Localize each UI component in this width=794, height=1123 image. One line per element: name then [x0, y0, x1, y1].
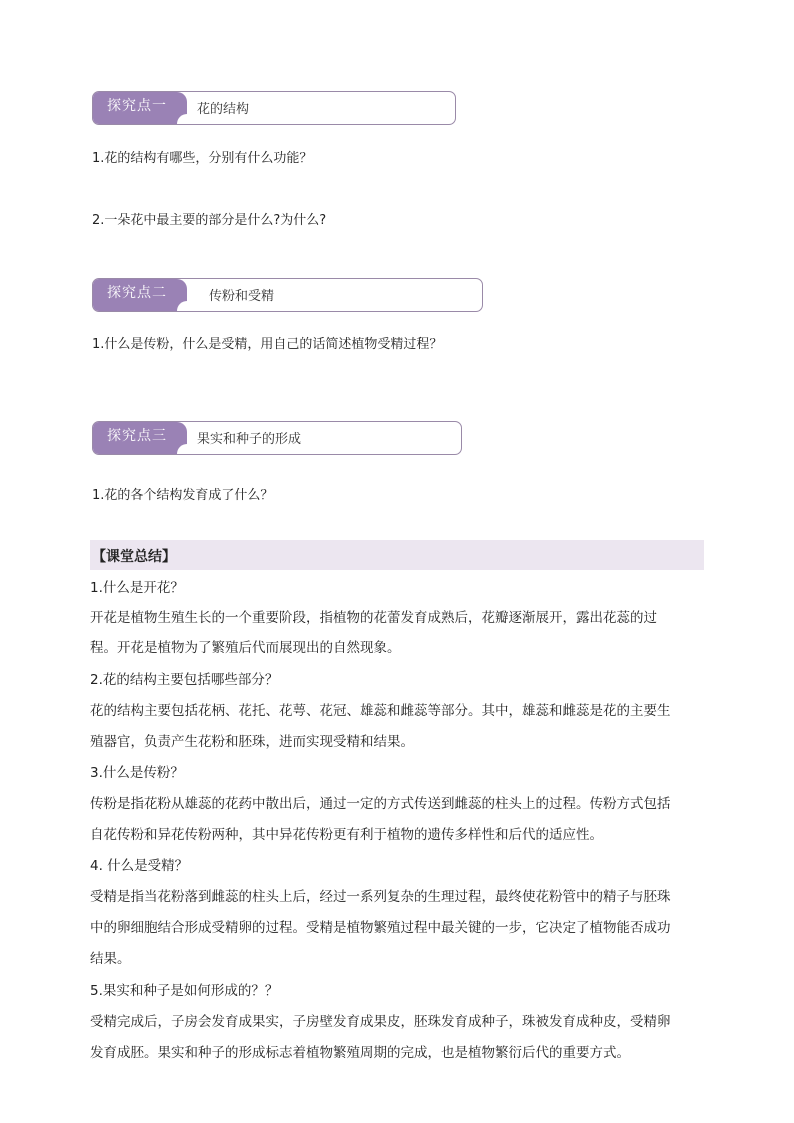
summary-line: 中的卵细胞结合形成受精卵的过程。受精是植物繁殖过程中最关键的一步，它决定了植物能否成功: [90, 920, 671, 936]
section-header-3: [92, 421, 462, 455]
summary-line: 开花是植物生殖生长的一个重要阶段，指植物的花蕾发育成熟后，花瓣逐渐展开，露出花蕊的过: [90, 610, 657, 626]
summary-line: 2.花的结构主要包括哪些部分？: [90, 672, 279, 688]
summary-line: 受精是指当花粉落到雌蕊的柱头上后，经过一系列复杂的生理过程，最终使花粉管中的精子与胚珠: [90, 889, 671, 905]
section-header-1: [92, 91, 456, 125]
summary-line: 5.果实和种子是如何形成的？？: [90, 983, 279, 999]
question-1-2: 2.一朵花中最主要的部分是什么?为什么?: [92, 213, 327, 228]
summary-line: 1.什么是开花？: [90, 580, 184, 596]
summary-line: 传粉是指花粉从雄蕊的花药中散出后，通过一定的方式传送到雌蕊的柱头上的过程。传粉方式包括: [90, 796, 671, 812]
section-header-2: [92, 278, 483, 312]
question-2-1: 1.什么是传粉，什么是受精，用自己的话简述植物受精过程？: [92, 337, 443, 352]
summary-line: 4. 什么是受精？: [90, 858, 189, 874]
summary-line: 自花传粉和异花传粉两种，其中异花传粉更有利于植物的遗传多样性和后代的适应性。: [90, 827, 603, 843]
question-1-1: 1.花的结构有哪些，分别有什么功能？: [92, 151, 313, 166]
summary-line: 结果。: [90, 951, 131, 967]
section-tag-1: 探究点一: [93, 92, 187, 124]
section-title-3: 果实和种子的形成: [197, 432, 302, 447]
summary-line: 程。开花是植物为了繁殖后代而展现出的自然现象。: [90, 640, 401, 656]
summary-line: 受精完成后，子房会发育成果实，子房壁发育成果皮，胚珠发育成种子，珠被发育成种皮，受精卵: [90, 1014, 671, 1030]
summary-line: 花的结构主要包括花柄、花托、花萼、花冠、雄蕊和雌蕊等部分。其中，雄蕊和雌蕊是花的主要生: [90, 703, 671, 719]
question-3-1: 1.花的各个结构发育成了什么？: [92, 488, 274, 503]
section-title-1: 花的结构: [197, 102, 250, 117]
section-tag-2: 探究点二: [93, 279, 187, 311]
summary-heading: 【课堂总结】: [90, 540, 704, 570]
section-tag-3: 探究点三: [93, 422, 187, 454]
summary-line: 发育成胚。果实和种子的形成标志着植物繁殖周期的完成，也是植物繁衍后代的重要方式。: [90, 1045, 630, 1061]
section-title-2: 传粉和受精: [209, 289, 275, 304]
summary-line: 3.什么是传粉？: [90, 765, 184, 781]
summary-line: 殖器官，负责产生花粉和胚珠，进而实现受精和结果。: [90, 734, 414, 750]
